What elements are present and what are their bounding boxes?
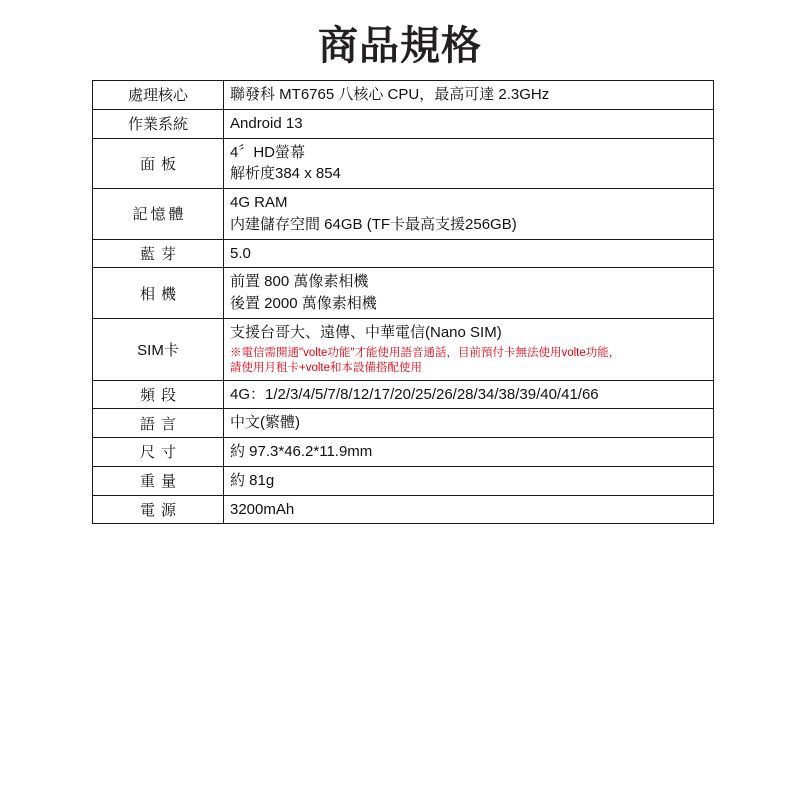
spec-value-cell	[224, 495, 714, 524]
table-row	[93, 138, 714, 189]
table-row	[93, 268, 714, 319]
spec-table-body	[93, 81, 714, 524]
spec-value-cell	[224, 81, 714, 110]
spec-value-cell	[224, 189, 714, 240]
spec-value-line: 内建儲存空間 64GB (TF卡最高支援256GB)	[230, 215, 517, 233]
spec-value-line: 4〞HD螢幕	[230, 143, 306, 161]
spec-label-text: SIM卡	[137, 341, 179, 359]
spec-value-cell	[224, 318, 714, 380]
spec-value-line: 支援台哥大、遠傳、中華電信(Nano SIM)	[230, 323, 502, 341]
spec-value-line: 約 81g	[230, 471, 275, 489]
spec-label-cell	[93, 268, 224, 319]
spec-value-cell	[224, 466, 714, 495]
spec-label-cell	[93, 109, 224, 138]
spec-value-cell	[224, 409, 714, 438]
spec-value-cell	[224, 268, 714, 319]
spec-label-text: 尺寸	[139, 444, 182, 462]
spec-note-line: 請使用月租卡+volte和本設備搭配使用	[230, 362, 423, 375]
spec-value-line: 解析度384 x 854	[230, 165, 341, 183]
spec-label-text: 語言	[139, 415, 182, 433]
table-row	[93, 409, 714, 438]
spec-label-text: 電源	[139, 501, 182, 519]
spec-label-text: 作業系統	[127, 116, 188, 134]
spec-value-cell	[224, 380, 714, 409]
spec-value-line: 4G：1/2/3/4/5/7/8/12/17/20/25/26/28/34/38/39/40/41/66	[230, 385, 599, 403]
spec-label-cell	[93, 495, 224, 524]
spec-label-text: 面板	[139, 155, 182, 173]
spec-label-text: 重量	[139, 473, 182, 491]
spec-label-text: 頻段	[139, 386, 182, 404]
spec-value-line: 中文(繁體)	[230, 414, 300, 432]
spec-label-cell	[93, 438, 224, 467]
spec-label-cell	[93, 189, 224, 240]
spec-value-cell	[224, 138, 714, 189]
table-row	[93, 495, 714, 524]
spec-value-cell	[224, 239, 714, 268]
spec-table-container	[0, 80, 800, 524]
spec-value-line: 聯發科 MT6765 八核心 CPU，最高可達 2.3GHz	[230, 86, 550, 103]
spec-label-cell	[93, 239, 224, 268]
spec-label-text: 記憶體	[132, 206, 187, 224]
spec-value-line: 約 97.3*46.2*11.9mm	[230, 443, 373, 461]
specification-table	[92, 80, 714, 524]
table-row	[93, 239, 714, 268]
table-row	[93, 189, 714, 240]
table-row	[93, 318, 714, 380]
spec-label-cell	[93, 380, 224, 409]
table-row	[93, 380, 714, 409]
spec-value-cell	[224, 109, 714, 138]
spec-label-cell	[93, 466, 224, 495]
table-row	[93, 109, 714, 138]
table-row	[93, 438, 714, 467]
spec-label-cell	[93, 409, 224, 438]
spec-label-cell	[93, 138, 224, 189]
spec-label-text: 處理核心	[127, 87, 188, 105]
spec-value-line: Android 13	[230, 114, 303, 132]
page-title: 商品規格	[318, 24, 482, 68]
spec-note-line: ※電信需開通"volte功能"才能使用語音通話，目前預付卡無法使用volte功能，	[230, 346, 621, 359]
spec-value-line: 前置 800 萬像素相機	[230, 273, 369, 291]
spec-value-line: 後置 2000 萬像素相機	[230, 295, 377, 312]
spec-value-note	[230, 346, 707, 377]
spec-value-cell	[224, 438, 714, 467]
spec-value-line: 4G RAM	[230, 194, 288, 211]
spec-value-line: 3200mAh	[230, 500, 295, 518]
spec-label-text: 藍芽	[139, 245, 182, 263]
spec-value-line: 5.0	[230, 244, 251, 262]
spec-label-text: 相機	[139, 285, 182, 303]
spec-label-cell	[93, 318, 224, 380]
table-row	[93, 81, 714, 110]
table-row	[93, 466, 714, 495]
spec-label-cell	[93, 81, 224, 110]
